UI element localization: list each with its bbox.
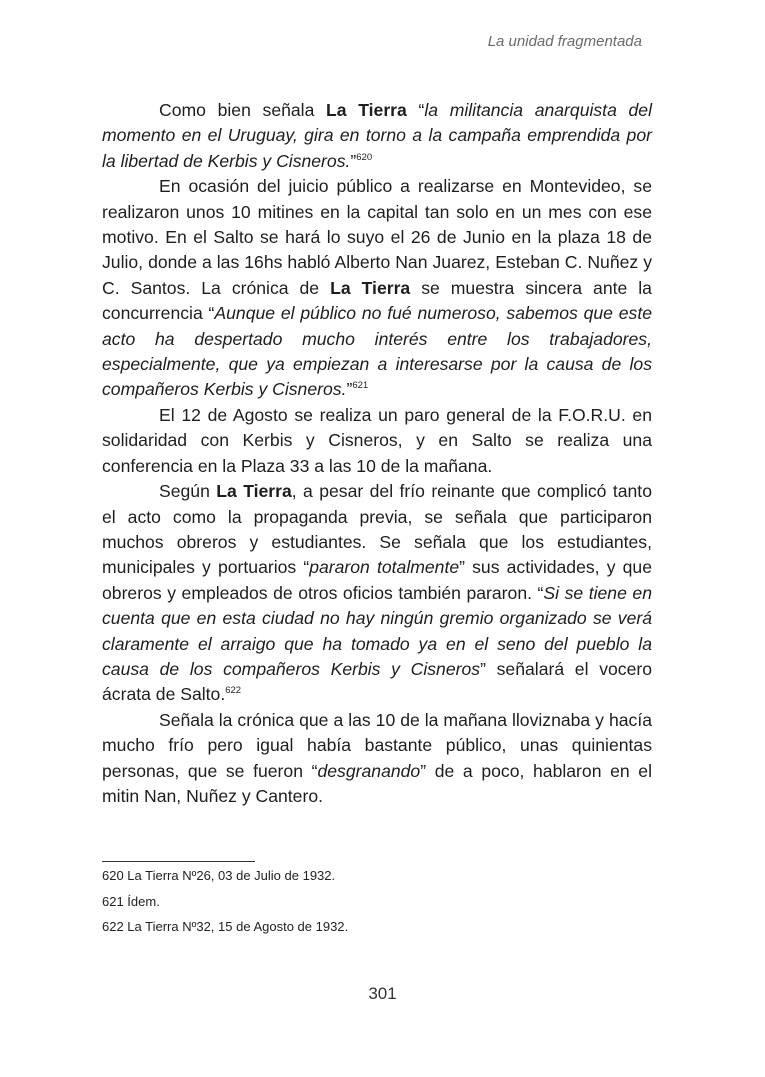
quotation: pararon totalmente	[309, 557, 460, 578]
footnote-622: 622 La Tierra Nº32, 15 de Agosto de 1932.	[102, 919, 349, 934]
text-run: ” de a poco, hablaron en el mitin Nan, Nuñez y Cantero.	[102, 760, 653, 806]
paragraph-4	[102, 479, 652, 708]
footnote-divider	[102, 861, 255, 862]
paragraph-1	[102, 98, 652, 174]
publication-title: La Tierra	[330, 277, 411, 298]
quotation: Aunque el público no fué numeroso, sabemos que este acto ha despertado mucho interés entre los trabajadores, especialmente, que ya empiezan a interesarse por la causa de los compañeros Kerbis y Cisneros.	[102, 303, 652, 400]
text-run: ”	[346, 379, 353, 400]
text-run: ” sus actividades, y que obreros y empleados de otros oficios también pararon. “	[102, 557, 652, 603]
publication-title: La Tierra	[326, 100, 407, 120]
footnote-ref: 621	[352, 380, 369, 392]
page-number: 301	[368, 984, 397, 1003]
text-run: Como bien señala	[159, 100, 327, 120]
text-run: Según	[159, 481, 217, 502]
quotation: desgranando	[317, 760, 421, 781]
quotation: Si se tiene en cuenta que en esta ciudad no hay ningún gremio organizado se verá claramente el arraigo que ha tomado ya en el seno del pueblo la causa de los compañeros Kerbis y Cisneros	[102, 582, 652, 679]
text-run: El 12 de Agosto se realiza un paro general de la F.O.R.U. en solidaridad con Kerbis y Cisneros, y en Salto se realiza una conferencia en la Plaza 33 a las 10 de la mañana.	[102, 404, 652, 476]
paragraph-5	[102, 708, 652, 810]
footnote-620: 620 La Tierra Nº26, 03 de Julio de 1932.	[102, 868, 336, 883]
footnotes	[102, 867, 652, 944]
text-run: , a pesar del frío reinante que complicó tanto el acto como la propaganda previa, se señala que participaron muchos obreros y estudiantes. Se señala que los estudiantes, municipales y portuarios “	[102, 481, 652, 578]
text-run: En ocasión del juicio público a realizarse en Montevideo, se realizaron unos 10 mitines en la capital tan solo en un mes con ese motivo. En el Salto se hará lo suyo el 26 de Junio en la plaza 18 de Julio, donde a las 16hs habló Alberto Nan Juarez, Esteban C. Nuñez y C. Santos. La crónica de	[102, 176, 652, 298]
text-run: Señala la crónica que a las 10 de la mañana lloviznaba y hacía mucho frío pero igual había bastante público, unas quinientas personas, que se fueron “	[102, 709, 652, 781]
paragraph-3	[102, 403, 652, 479]
text-run: ”	[350, 150, 357, 171]
paragraph-2	[102, 174, 652, 403]
quotation: la militancia anarquista del momento en el Uruguay, gira en torno a la campaña emprendida por la libertad de Kerbis y Cisneros.	[102, 100, 652, 171]
publication-title: La Tierra	[216, 481, 292, 502]
footnote-ref: 622	[225, 685, 242, 697]
text-run: “	[406, 100, 425, 120]
footnote-ref: 620	[356, 151, 373, 163]
text-run: se muestra sincera ante la concurrencia “	[102, 277, 652, 324]
running-header: La unidad fragmentada	[487, 33, 642, 50]
body-text	[102, 98, 652, 809]
footnote-621: 621 Ídem.	[102, 893, 160, 909]
text-run: ” señalará el vocero ácrata de Salto.	[102, 658, 653, 705]
